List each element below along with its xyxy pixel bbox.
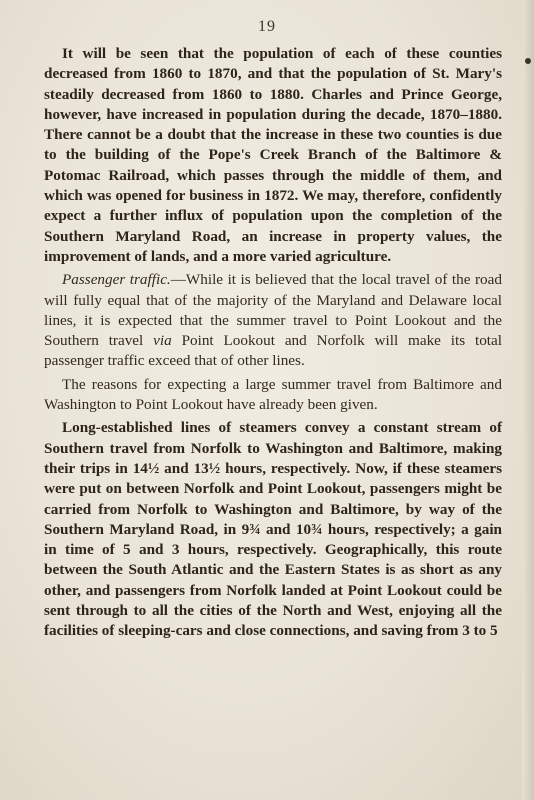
paragraph-passenger-traffic-text-end: Point Lookout and Norfolk will make its total passenger traffic exceed that of other lines. xyxy=(44,332,502,370)
paragraph-population: It will be seen that the population of each of these counties decreased from 1860 to 1870, and that the population of St. Mary's steadily decreased from 1860 to 1880. Charles and Prince George, however, have increased in population during the decade, 1870–1880. There cannot be a doubt that the increase in these two counties is due to the building of the Pope's Creek Branch of the Baltimore & Potomac Railroad, which passes through the middle of them, and which was opened for business in 1872. We may, therefore, confidently expect a further influx of population upon the completion of the Southern Maryland Road, an increase in property values, the improvement of lands, and a more varied agriculture. xyxy=(44,45,502,265)
section-heading-passenger-traffic: Passenger traffic. xyxy=(62,271,171,289)
body-text xyxy=(44,44,502,645)
paragraph-summer-travel: The reasons for expecting a large summer travel from Baltimore and Washington to Point Lookout have already been given. xyxy=(44,375,502,414)
page-edge xyxy=(522,0,534,800)
binding-hole xyxy=(525,58,531,64)
paragraph-steamers: Long-established lines of steamers convey a constant stream of Southern travel from Norfolk to Washington and Baltimore, making their trips in 14½ and 13½ hours, respectively. Now, if these steamers were put on between Norfolk and Point Lookout, passengers might be carried from Norfolk to Washington and Baltimore, by way of the Southern Maryland Road, in 9¾ and 10¾ hours, respectively; a gain in time of 5 and 3 hours, respectively. Geographically, this route between the South Atlantic and the Eastern States is as short as any other, and passengers from Norfolk landed at Point Lookout could be sent through to all the cities of the North and West, enjoying all the facilities of sleeping-cars and close connections, and saving from 3 to 5 xyxy=(44,419,502,640)
paragraph-passenger-traffic-text: —While it is believed that the local travel of the road will fully equal that of the majority of the Maryland and Delaware local lines, it is expected that the summer travel to Point Lookout and the Southern travel xyxy=(44,271,502,350)
page-number: 19 xyxy=(258,18,276,35)
italic-via: via xyxy=(153,332,172,350)
paragraph-passenger-traffic xyxy=(44,270,502,371)
